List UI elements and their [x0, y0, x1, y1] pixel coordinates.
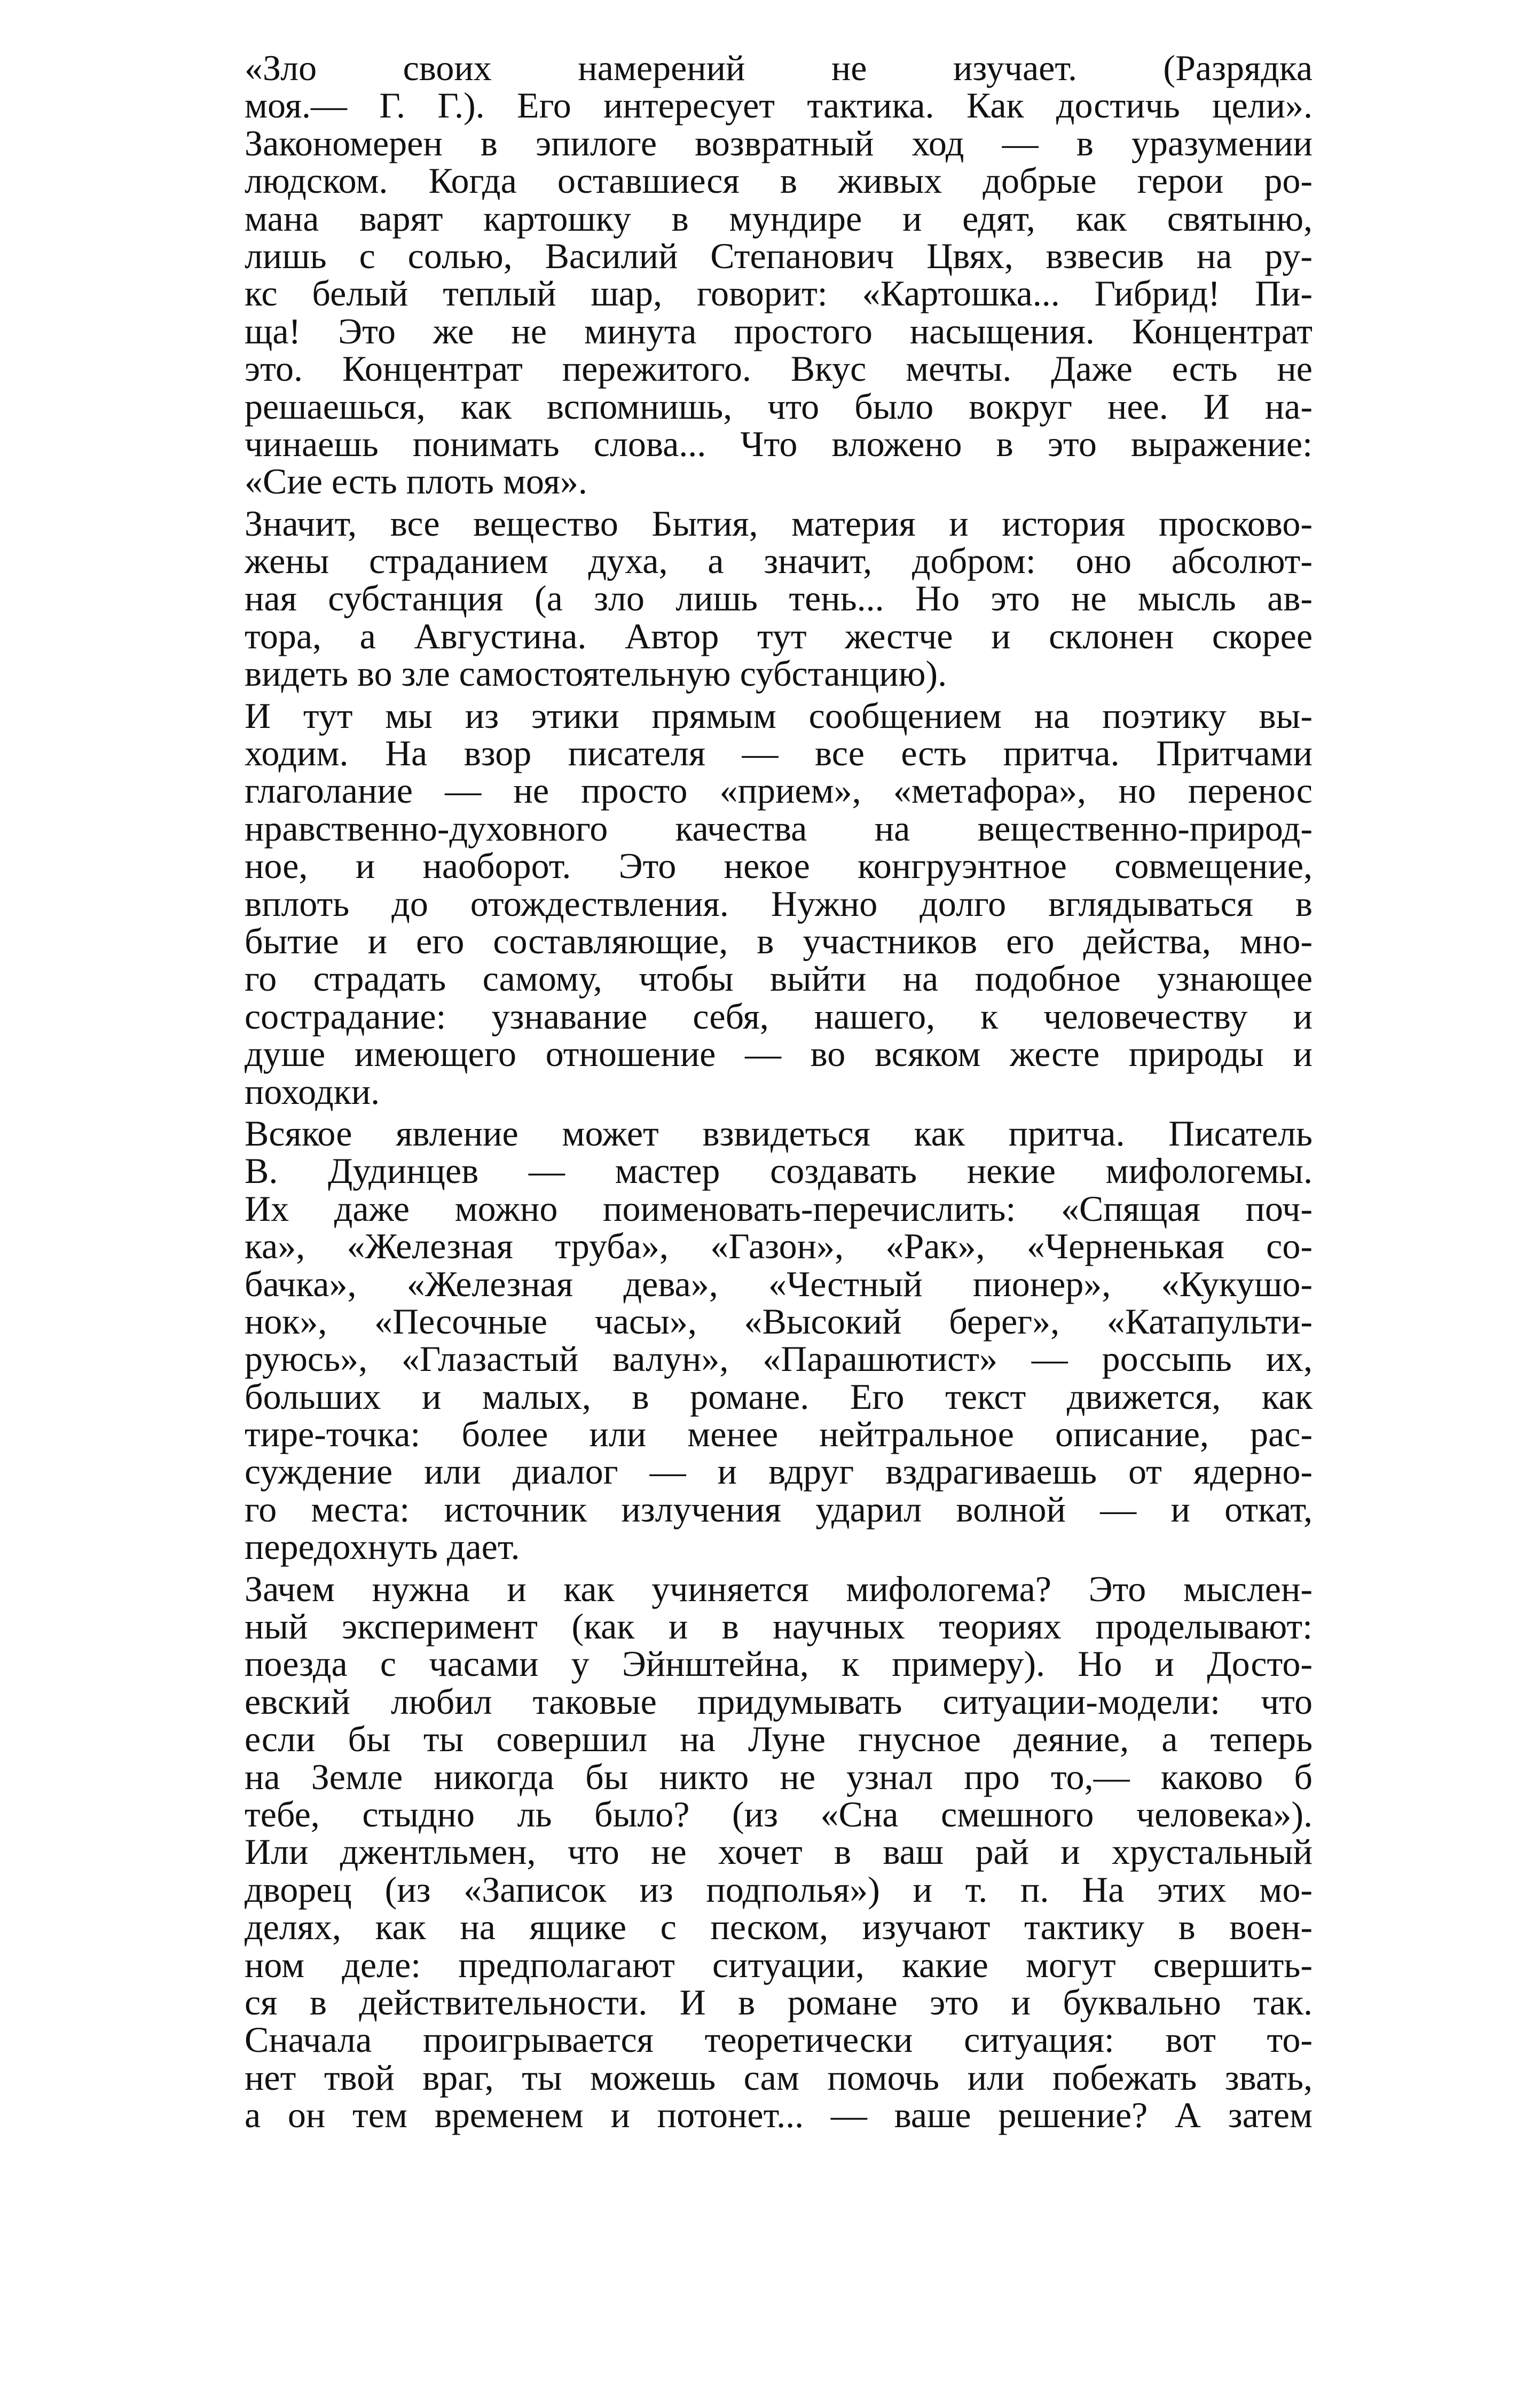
text-line: душе имеющего отношение — во всяком жесте природы и — [245, 1033, 1313, 1075]
text-line: Сначала проигрывается теоретически ситуация: вот то- — [245, 2019, 1313, 2060]
text-line: чинаешь понимать слова... Что вложено в это выражение: — [245, 423, 1313, 464]
text-line: решаешься, как вспомнишь, что было вокруг нее. И на- — [245, 386, 1313, 427]
text-line: жены страданием духа, а значит, добром: оно абсолют- — [245, 540, 1313, 582]
text-line: моя.— Г. Г.). Его интересует тактика. Как достичь цели». — [245, 85, 1313, 126]
text-line: Всякое явление может взвидеться как притча. Писатель — [245, 1112, 1313, 1154]
text-line: ном деле: предполагают ситуации, какие могут свершить- — [245, 1944, 1313, 1985]
text-line: ный эксперимент (как и в научных теориях проделывают: — [245, 1606, 1313, 1647]
text-line: это. Концентрат пережитого. Вкус мечты. Даже есть не — [245, 348, 1313, 389]
text-line: бытие и его составляющие, в участников его действа, мно- — [245, 920, 1313, 961]
body-text — [245, 49, 1313, 2134]
text-line: Зачем нужна и как учиняется мифологема? Это мыслен- — [245, 1568, 1313, 1609]
text-line: суждение или диалог — и вдруг вздрагиваешь от ядерно- — [245, 1451, 1313, 1492]
text-line: лишь с солью, Василий Степанович Цвях, взвесив на ру- — [245, 235, 1313, 276]
text-line: В. Дудинцев — мастер создавать некие мифологемы. — [245, 1150, 1313, 1191]
text-line: руюсь», «Глазастый валун», «Парашютист» — россыпь их, — [245, 1338, 1313, 1379]
text-line: вплоть до отождествления. Нужно долго вглядываться в — [245, 883, 1313, 924]
text-line: ходим. На взор писателя — все есть притча. Притчами — [245, 733, 1313, 774]
text-line: больших и малых, в романе. Его текст движется, как — [245, 1376, 1313, 1417]
text-line: нок», «Песочные часы», «Высокий берег», «Катапульти- — [245, 1300, 1313, 1342]
text-line: нравственно-духовного качества на вещественно-природ- — [245, 807, 1313, 849]
text-line: евский любил таковые придумывать ситуации-модели: что — [245, 1681, 1313, 1722]
text-line: го места: источник излучения ударил волной — и откат, — [245, 1488, 1313, 1530]
text-line: «Зло своих намерений не изучает. (Разрядка — [245, 48, 1313, 88]
text-line: «Сие есть плоть моя». — [245, 461, 587, 502]
text-line: передохнуть дает. — [245, 1526, 520, 1567]
text-line: видеть во зле самостоятельную субстанцию). — [245, 653, 947, 694]
text-line: тора, а Августина. Автор тут жестче и склонен скорее — [245, 615, 1313, 656]
text-line: Их даже можно поименовать-перечислить: «Спящая поч- — [245, 1188, 1313, 1229]
text-line: ся в действительности. И в романе это и буквально так. — [245, 1981, 1313, 2022]
text-line: а он тем временем и потонет... — ваше решение? А затем — [245, 2095, 1313, 2136]
text-line: если бы ты совершил на Луне гнусное деяние, а теперь — [245, 1719, 1313, 1760]
text-line: кс белый теплый шар, говорит: «Картошка... Гибрид! Пи- — [245, 273, 1313, 314]
text-line: И тут мы из этики прямым сообщением на поэтику вы- — [245, 695, 1313, 736]
text-line: Или джентльмен, что не хочет в ваш рай и хрустальный — [245, 1831, 1313, 1872]
text-line: ка», «Железная труба», «Газон», «Рак», «Черненькая со- — [245, 1226, 1313, 1267]
paragraph-3 — [245, 697, 1313, 1110]
text-line: мана варят картошку в мундире и едят, как святыню, — [245, 198, 1313, 239]
paragraph-2 — [245, 505, 1313, 693]
text-line: дворец (из «Записок из подполья») и т. п. На этих мо- — [245, 1869, 1313, 1910]
paragraph-4 — [245, 1112, 1313, 1567]
text-line: походки. — [245, 1071, 380, 1112]
text-line: ное, и наоборот. Это некое конгруэнтное совмещение, — [245, 845, 1313, 887]
text-line: Значит, все вещество Бытия, материя и история просково- — [245, 503, 1313, 544]
text-line: делях, как на ящике с песком, изучают тактику в воен- — [245, 1907, 1313, 1948]
text-line: бачка», «Железная дева», «Честный пионер», «Кукушо- — [245, 1263, 1313, 1304]
text-line: Закономерен в эпилоге возвратный ход — в уразумении — [245, 122, 1313, 163]
text-line: поезда с часами у Эйнштейна, к примеру). Но и Досто- — [245, 1643, 1313, 1684]
text-line: тире-точка: более или менее нейтральное описание, рас- — [245, 1414, 1313, 1455]
text-line: людском. Когда оставшиеся в живых добрые герои ро- — [245, 160, 1313, 201]
text-line: го страдать самому, чтобы выйти на подобное узнающее — [245, 958, 1313, 999]
text-line: глаголание — не просто «прием», «метафора», но перенос — [245, 770, 1313, 811]
text-line: сострадание: узнавание себя, нашего, к человечеству и — [245, 995, 1313, 1037]
text-line: ща! Это же не минута простого насыщения. Концентрат — [245, 310, 1313, 351]
text-line: на Земле никогда бы никто не узнал про то,— каково б — [245, 1756, 1313, 1797]
paragraph-1 — [245, 49, 1313, 500]
paragraph-5 — [245, 1570, 1313, 2134]
text-line: ная субстанция (а зло лишь тень... Но это не мысль ав- — [245, 578, 1313, 619]
text-line: тебе, стыдно ль было? (из «Сна смешного человека»). — [245, 1793, 1313, 1834]
text-line: нет твой враг, ты можешь сам помочь или побежать звать, — [245, 2057, 1313, 2098]
